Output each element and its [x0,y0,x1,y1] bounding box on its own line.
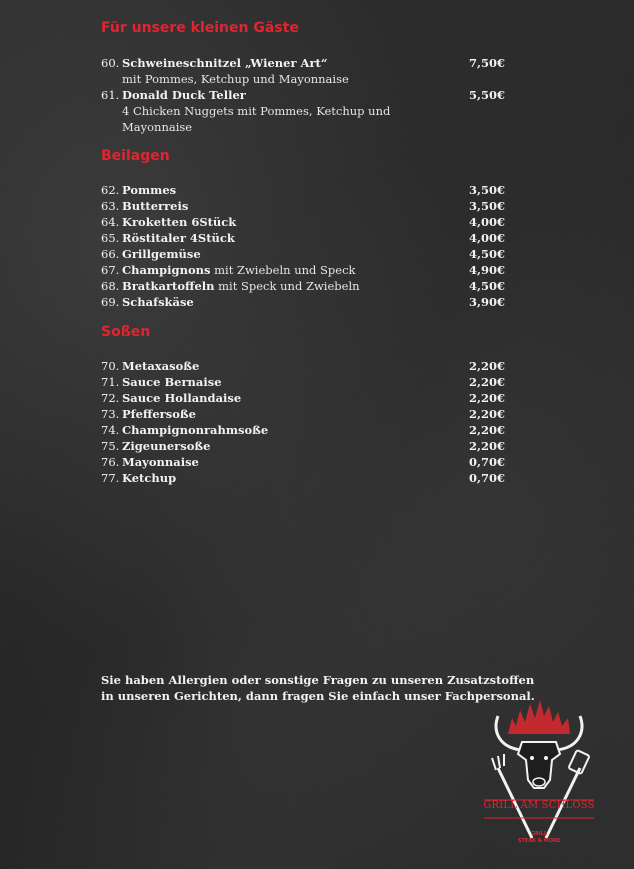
item-description [122,87,465,103]
item-description [122,374,465,390]
menu-item [101,454,505,470]
menu-item [101,262,505,278]
section-heading-sauces: Soßen [101,324,151,340]
menu-item [101,230,505,246]
item-number: 70. [101,359,120,373]
item-number: 73. [101,407,120,421]
item-description [122,358,465,374]
item-description [122,262,465,278]
item-name: Schafskäse [122,295,194,309]
item-name: Schweineschnitzel „Wiener Art“ [122,56,328,70]
menu-item [101,438,505,454]
item-name: Donald Duck Teller [122,88,246,102]
item-description [122,390,465,406]
item-number: 62. [101,183,120,197]
item-name: Zigeunersoße [122,439,211,453]
item-name: Champignonrahmsoße [122,423,269,437]
item-number: 76. [101,455,120,469]
item-extra: mit Zwiebeln und Speck [210,263,356,277]
item-name: Kroketten 6Stück [122,215,237,229]
menu-item [101,294,505,310]
item-number: 60. [101,56,120,70]
item-price: 2,20€ [468,375,505,389]
section-heading-kids: Für unsere kleinen Gäste [101,20,299,36]
item-price: 3,90€ [468,295,505,309]
item-number: 66. [101,247,120,261]
item-description [122,294,465,310]
item-description [122,55,465,71]
item-description [122,470,465,486]
kids-menu-list [101,55,505,135]
sides-menu-list [101,182,505,310]
allergy-note-line-1: Sie haben Allergien oder sonstige Fragen zu unseren Zusatzstoffen [101,673,535,687]
item-description [122,438,465,454]
item-name: Pfeffersoße [122,407,196,421]
section-heading-sides: Beilagen [101,148,170,164]
menu-item [101,278,505,294]
item-number: 67. [101,263,120,277]
item-price: 0,70€ [468,471,505,485]
item-description [122,422,465,438]
item-number: 65. [101,231,120,245]
menu-item [101,470,505,486]
item-name: Metaxasoße [122,359,200,373]
item-number: 63. [101,199,120,213]
item-name: Champignons [122,263,211,277]
item-price: 4,50€ [468,279,505,293]
menu-item [101,246,505,262]
item-number: 64. [101,215,120,229]
item-price: 2,20€ [468,439,505,453]
allergy-note-line-2: in unseren Gerichten, dann fragen Sie einfach unser Fachpersonal. [101,689,535,703]
item-price: 3,50€ [468,199,505,213]
menu-item [101,198,505,214]
item-price: 2,20€ [468,423,505,437]
logo-subtitle-steak: STEAK & MORE [517,838,561,844]
item-description [122,406,465,422]
item-name: Mayonnaise [122,455,199,469]
menu-item [101,55,505,71]
allergy-note [101,672,541,704]
menu-item [101,374,505,390]
item-name: Ketchup [122,471,177,485]
item-detail-line: 4 Chicken Nuggets mit Pommes, Ketchup und [122,104,391,118]
item-number: 61. [101,88,120,102]
item-price: 2,20€ [468,391,505,405]
item-price: 4,90€ [468,263,505,277]
menu-item [101,406,505,422]
menu-item [101,214,505,230]
item-description [122,246,465,262]
menu-item [101,87,505,103]
item-price: 7,50€ [468,56,505,70]
item-name: Pommes [122,183,177,197]
item-name: Bratkartoffeln [122,279,215,293]
item-price: 2,20€ [468,407,505,421]
item-number: 71. [101,375,120,389]
item-number: 69. [101,295,120,309]
item-price: 0,70€ [468,455,505,469]
item-number: 68. [101,279,120,293]
item-name: Sauce Hollandaise [122,391,242,405]
item-price: 3,50€ [468,183,505,197]
logo-title: GRILL AM SCHLOSS [483,800,595,811]
item-detail-line: Mayonnaise [122,120,193,134]
menu-item [101,390,505,406]
item-number: 74. [101,423,120,437]
item-price: 2,20€ [468,359,505,373]
menu-item [101,358,505,374]
item-extra: mit Speck und Zwiebeln [214,279,360,293]
item-name: Grillgemüse [122,247,201,261]
item-number: 77. [101,471,120,485]
item-price: 4,50€ [468,247,505,261]
item-description [122,198,465,214]
item-detail-line: mit Pommes, Ketchup und Mayonnaise [122,72,349,86]
item-price: 4,00€ [468,215,505,229]
menu-item [101,182,505,198]
logo-subtitle-grill: GRILL [530,831,548,837]
sauces-menu-list [101,358,505,486]
item-name: Sauce Bernaise [122,375,222,389]
item-description [122,230,465,246]
item-name: Röstitaler 4Stück [122,231,235,245]
item-price: 5,50€ [468,88,505,102]
item-description [122,278,465,294]
item-name: Butterreis [122,199,189,213]
item-price: 4,00€ [468,231,505,245]
menu-item [101,422,505,438]
item-description [122,182,465,198]
item-description [122,214,465,230]
item-number: 75. [101,439,120,453]
item-description [122,454,465,470]
item-number: 72. [101,391,120,405]
